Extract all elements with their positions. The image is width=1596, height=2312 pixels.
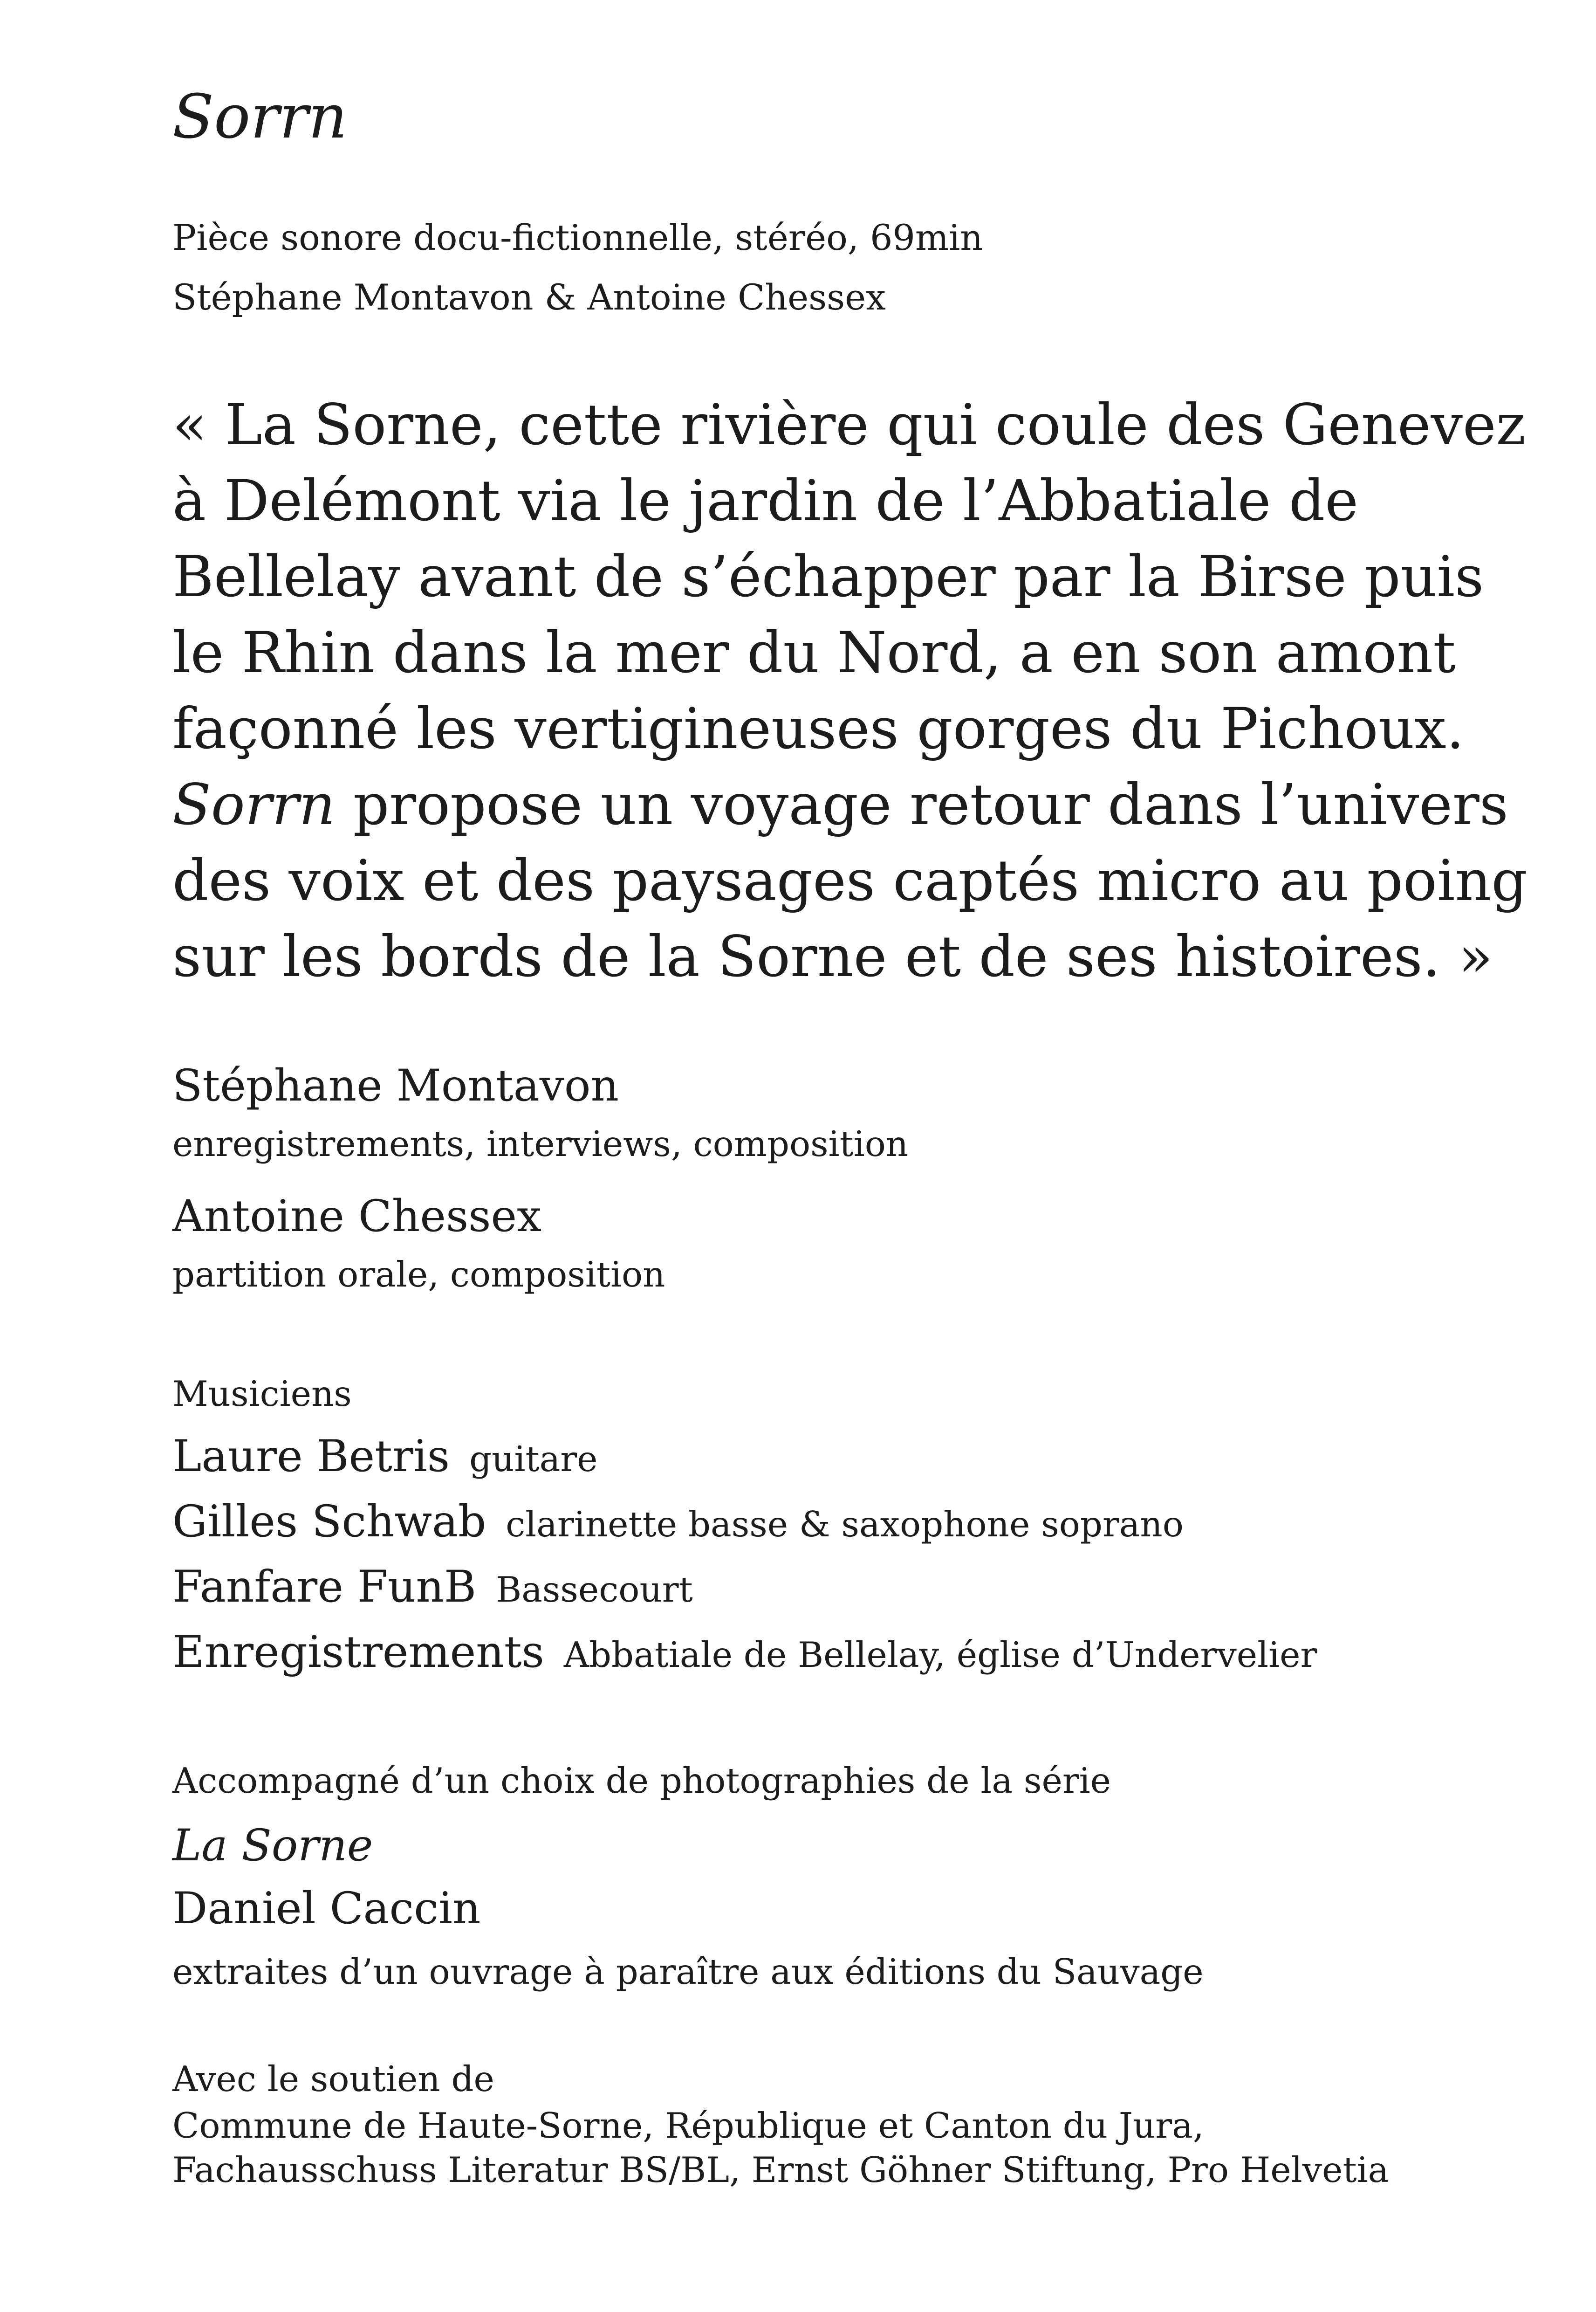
authors-line: Stéphane Montavon & Antoine Chessex: [172, 276, 886, 318]
photos-intro: Accompagné d’un choix de photographies de la série: [172, 1760, 1111, 1801]
credit-name: Antoine Chessex: [172, 1191, 542, 1242]
quote-line: le Rhin dans la mer du Nord, a en son amont: [172, 620, 1456, 686]
credit-role: partition orale, composition: [172, 1254, 665, 1295]
musicians-heading: Musiciens: [172, 1373, 352, 1414]
document-page: [172, 0, 1528, 2312]
quote-line: Bellelay avant de s’échapper par la Birse puis: [172, 544, 1484, 610]
musician-row: [172, 1559, 693, 1617]
quote-line: « La Sorne, cette rivière qui coule des Genevez: [172, 392, 1526, 458]
credit-role: enregistrements, interviews, composition: [172, 1123, 909, 1164]
document-title: Sorrn: [172, 81, 348, 152]
quote-line: des voix et des paysages captés micro au poing: [172, 848, 1528, 914]
musician-row: [172, 1494, 1184, 1552]
musician-detail: clarinette basse & saxophone soprano: [506, 1504, 1184, 1545]
photos-note: extraites d’un ouvrage à paraître aux éditions du Sauvage: [172, 1951, 1204, 1992]
quote-line: façonné les vertigineuses gorges du Pichoux.: [172, 696, 1465, 762]
quote-paragraph: [172, 387, 1528, 995]
quote-italic-title: Sorrn: [172, 772, 336, 838]
quote-line: à Delémont via le jardin de l’Abbatiale de: [172, 468, 1359, 534]
quote-line: [172, 767, 1508, 843]
musician-detail: Bassecourt: [496, 1569, 693, 1610]
credit-name: Stéphane Montavon: [172, 1060, 619, 1111]
musician-detail: guitare: [469, 1438, 598, 1479]
support-line: Commune de Haute-Sorne, République et Canton du Jura,: [172, 2105, 1204, 2146]
musician-name: Gilles Schwab: [172, 1496, 486, 1547]
musician-name: Enregistrements: [172, 1627, 544, 1678]
photographer-name: Daniel Caccin: [172, 1883, 481, 1934]
musician-name: Fanfare FunB: [172, 1562, 477, 1612]
quote-line-rest: propose un voyage retour dans l’univers: [335, 772, 1508, 838]
support-heading: Avec le soutien de: [172, 2058, 494, 2099]
musician-row: [172, 1624, 1317, 1683]
support-line: Fachausschuss Literatur BS/BL, Ernst Göhner Stiftung, Pro Helvetia: [172, 2149, 1389, 2190]
format-description: Pièce sonore docu-fictionnelle, stéréo, 69min: [172, 217, 983, 258]
quote-line: sur les bords de la Sorne et de ses histoires. »: [172, 924, 1493, 990]
photo-series-title: La Sorne: [172, 1820, 373, 1871]
musician-row: [172, 1429, 598, 1487]
musician-name: Laure Betris: [172, 1431, 450, 1482]
musician-detail: Abbatiale de Bellelay, église d’Undervelier: [563, 1634, 1317, 1675]
